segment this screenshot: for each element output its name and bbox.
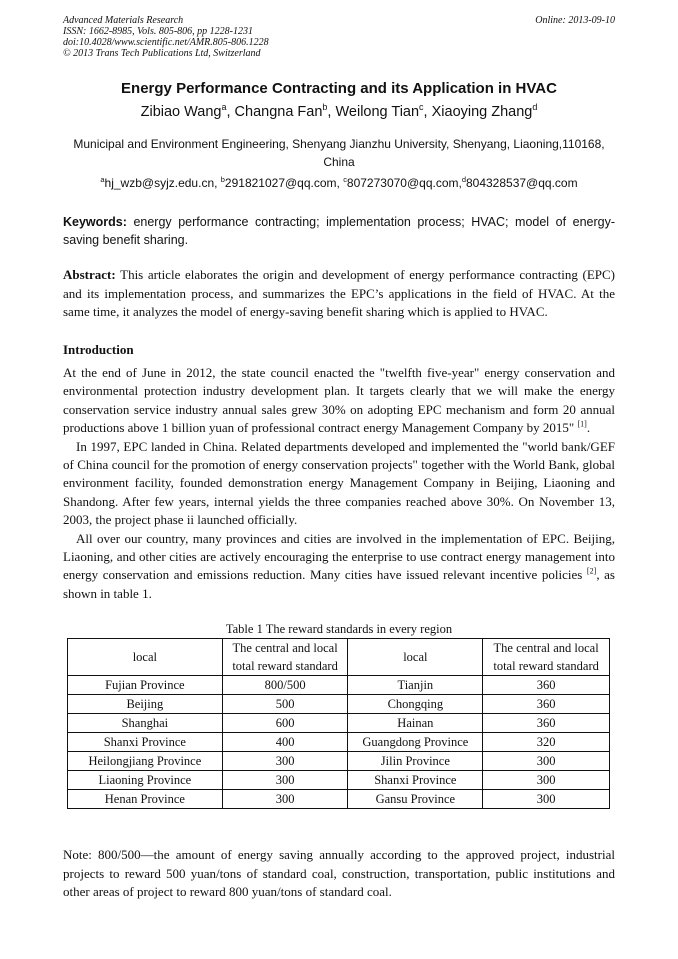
paragraph: In 1997, EPC landed in China. Related departments developed and implemented the "world bank/GEF of China council for the promotion of energy conservation projects" together with the World Bank, global environment facility, founded demonstration energy Management Company in Beijing, Liaoning and Shandong. After few years, internal yields the three companies reached above 30%. On November 13, 2003, the project phase ii launched officially. (63, 438, 615, 528)
author-name: Zibiao Wang (140, 104, 222, 120)
email-address: 807273070@qq.com, (346, 176, 462, 190)
table-cell: 300 (222, 790, 348, 809)
header-cell: The central and local total reward standard (483, 639, 610, 676)
email-sup: d (461, 175, 466, 184)
table-row (68, 714, 610, 733)
table-cell: 300 (222, 771, 348, 790)
table-note: Note: 800/500—the amount of energy saving annually according to the approved project, industrial projects to reward 500 yuan/tons of standard coal, construction, transportation, public institutions and other areas of project to reward 800 yuan/tons of standard coal. (63, 847, 615, 899)
table-cell: 300 (483, 771, 610, 790)
citation-ref: [1] (577, 419, 587, 429)
table-cell: 320 (483, 733, 610, 752)
table-cell: 360 (483, 695, 610, 714)
table-cell: 360 (483, 714, 610, 733)
abstract-text: This article elaborates the origin and development of energy performance contracting (EPC) and its implementation process, and summarizes the EPC’s applications in the field of HVAC. At the same time, it analyzes the model of energy-saving benefit sharing which is applied to HVAC. (63, 267, 615, 319)
author-sup: b (322, 102, 328, 113)
table-cell: Henan Province (68, 790, 223, 809)
table-cell: Heilongjiang Province (68, 752, 223, 771)
header-cell: local (348, 639, 483, 676)
email-address: hj_wzb@syjz.edu.cn, (104, 176, 221, 190)
table-row (68, 752, 610, 771)
issn-line: ISSN: 1662-8985, Vols. 805-806, pp 1228-1231 (63, 26, 253, 37)
online-date: Online: 2013-09-10 (535, 15, 615, 26)
author-name: Xiaoying Zhang (431, 104, 533, 120)
affiliation: Municipal and Environment Engineering, Shenyang Jianzhu University, Shenyang, Liaoning,110168, China (73, 137, 605, 169)
table-row (68, 695, 610, 714)
email-sup: b (220, 175, 225, 184)
author-sup: c (419, 102, 424, 113)
table-cell: Jilin Province (348, 752, 483, 771)
running-header (63, 15, 615, 59)
table-caption: Table 1 The reward standards in every region (225, 622, 453, 636)
email-sup: a (100, 175, 105, 184)
table-cell: 300 (483, 752, 610, 771)
paragraph-text: At the end of June in 2012, the state council enacted the "twelfth five-year" energy conservation and environmental protection industry development plan. It targets clearly that we will make the energy conservation service industry annual sales grew 30% on adopting EPC mechanism and form 20 annual productions above 1 billion yuan of professional contract energy Management Company by 2015" (63, 365, 615, 436)
paragraph (63, 364, 615, 438)
table-cell: Liaoning Province (68, 771, 223, 790)
table-cell: 400 (222, 733, 348, 752)
keywords (63, 213, 615, 249)
table-cell: Hainan (348, 714, 483, 733)
table-cell: 600 (222, 714, 348, 733)
table-cell: Beijing (68, 695, 223, 714)
table-cell: Tianjin (348, 676, 483, 695)
table-cell: 300 (222, 752, 348, 771)
abstract (63, 266, 615, 322)
table-cell: 360 (483, 676, 610, 695)
table-cell: 300 (483, 790, 610, 809)
header-cell: local (68, 639, 223, 676)
table-cell: 800/500 (222, 676, 348, 695)
table-cell: Guangdong Province (348, 733, 483, 752)
email-address: 291821027@qq.com, (224, 176, 344, 190)
table-cell: Fujian Province (68, 676, 223, 695)
abstract-label: Abstract: (63, 267, 116, 282)
copyright-line: © 2013 Trans Tech Publications Ltd, Switzerland (63, 48, 261, 59)
table-cell: Gansu Province (348, 790, 483, 809)
keywords-label: Keywords: (63, 215, 127, 229)
keywords-text: energy performance contracting; implementation process; HVAC; model of energy-saving benefit sharing. (63, 215, 615, 247)
citation-ref: [2] (586, 567, 597, 577)
author-sup: a (221, 102, 227, 113)
section-heading-introduction: Introduction (63, 342, 134, 357)
table-cell: Shanghai (68, 714, 223, 733)
paragraph-end: , as shown in table 1. (63, 567, 615, 601)
author-name: Changna Fan (234, 104, 323, 120)
table-row (68, 676, 610, 695)
header-cell: The central and local total reward standard (222, 639, 348, 676)
email-sup: c (343, 175, 347, 184)
author-name: Weilong Tian (335, 104, 420, 120)
reward-standards-table (67, 638, 610, 809)
paper-title: Energy Performance Contracting and its Application in HVAC (121, 80, 557, 97)
introduction-body (63, 364, 615, 603)
email-address: 804328537@qq.com (465, 176, 578, 190)
email-list (0, 176, 678, 190)
table-cell: Shanxi Province (68, 733, 223, 752)
table-row (68, 733, 610, 752)
paragraph-end: . (586, 420, 591, 436)
journal-name: Advanced Materials Research (63, 15, 184, 26)
table-cell: Shanxi Province (348, 771, 483, 790)
doi-line: doi:10.4028/www.scientific.net/AMR.805-806.1228 (63, 37, 269, 48)
author-list: Zibiao Wang$^a$, Changna Fan$^b$, Weilong Tian$^c$, Xiaoying Zhang$^d$ (140, 102, 538, 120)
table-cell: Chongqing (348, 695, 483, 714)
table-row (68, 790, 610, 809)
paragraph (63, 530, 615, 604)
table-header-row (68, 639, 610, 676)
table-row (68, 771, 610, 790)
author-sup: d (532, 102, 538, 113)
table-cell: 500 (222, 695, 348, 714)
paragraph-text: All over our country, many provinces and cities are involved in the implementation of EPC. Beijing, Liaoning, and other cities are actively encouraging the enterprise to use contract energy management into energy conservation and emissions reduction. Many cities have issued relevant incentive policies (63, 530, 615, 583)
